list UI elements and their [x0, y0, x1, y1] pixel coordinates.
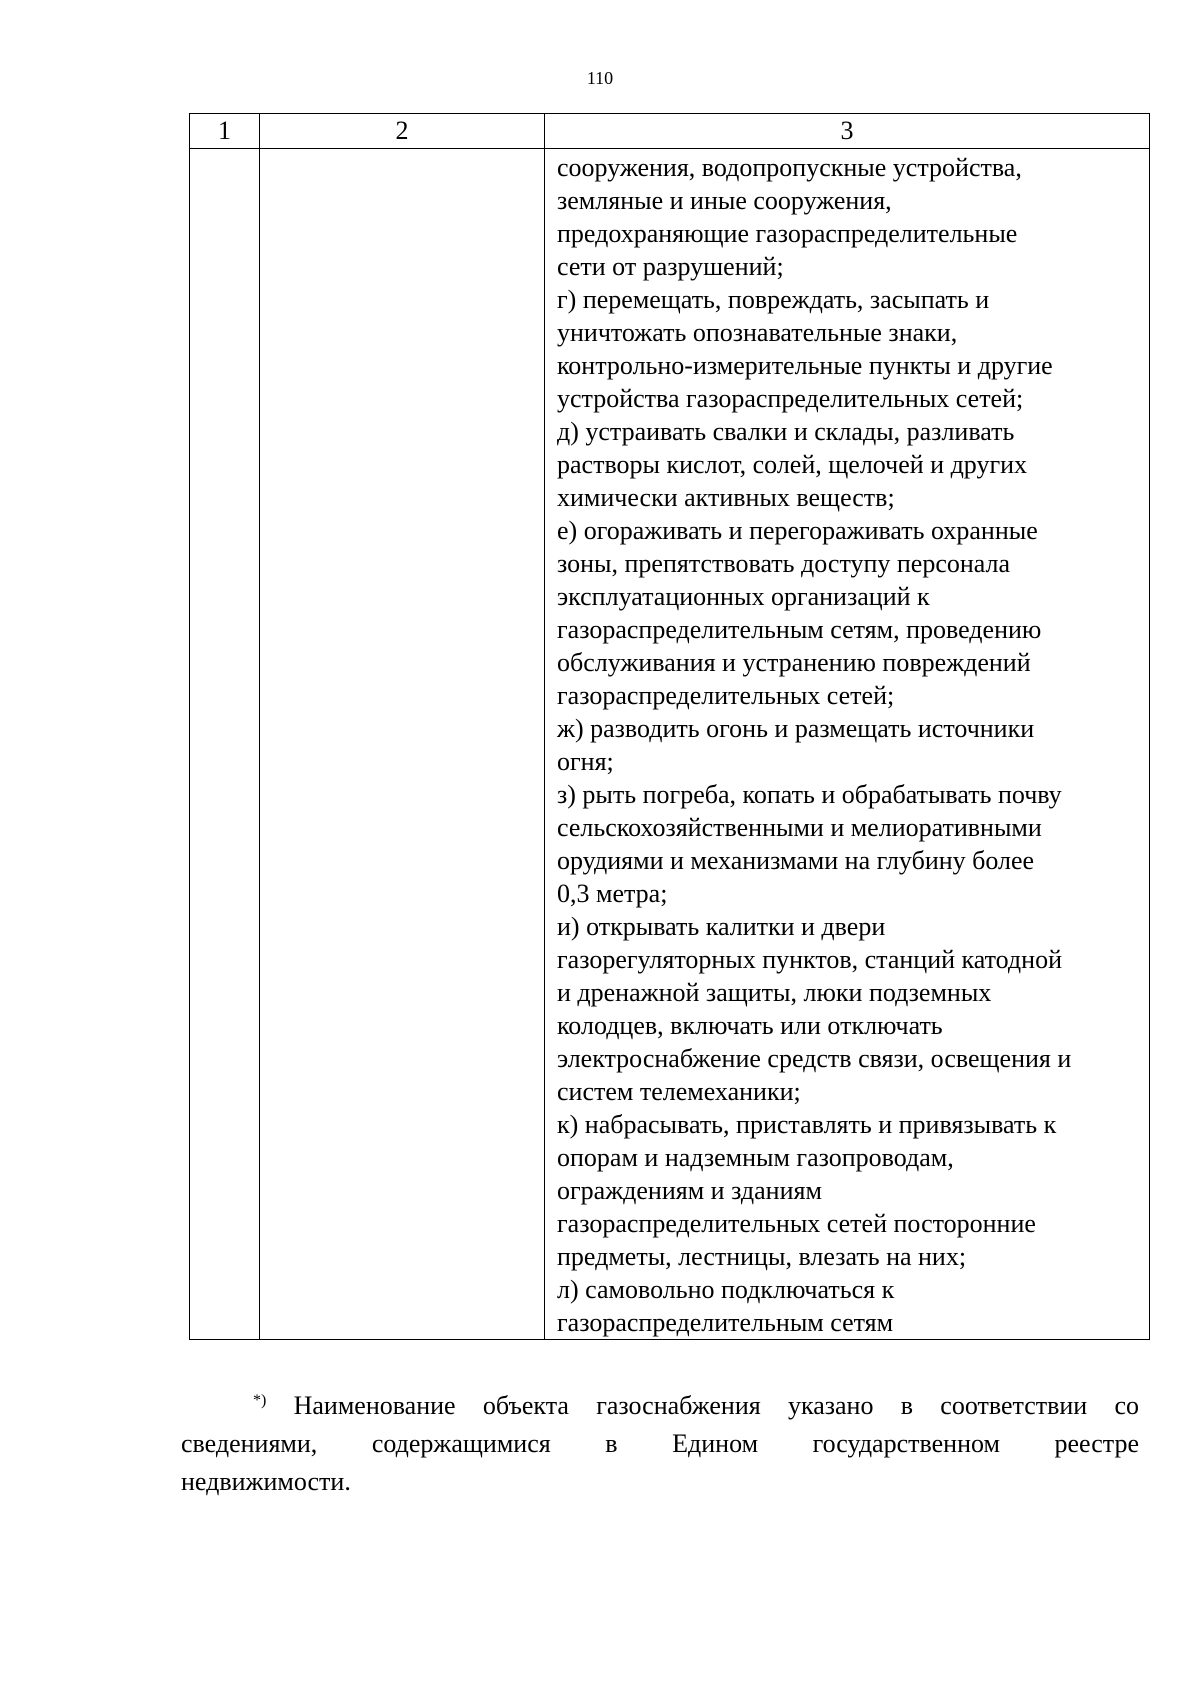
- cell-text-line: газораспределительным сетям, проведению: [557, 615, 1042, 644]
- cell-text-line: предметы, лестницы, влезать на них;: [557, 1242, 967, 1271]
- cell-text-line: и дренажной защиты, люки подземных: [557, 978, 992, 1007]
- footnote: [181, 1382, 1139, 1501]
- table-cell-col3: [545, 149, 1150, 1340]
- cell-text-line: и) открывать калитки и двери: [557, 912, 886, 941]
- cell-text-line: газораспределительных сетей посторонние: [557, 1209, 1036, 1238]
- cell-text-line: д) устраивать свалки и склады, разливать: [557, 417, 1015, 446]
- cell-text-line: растворы кислот, солей, щелочей и других: [557, 450, 1028, 479]
- cell-text-line: л) самовольно подключаться к: [557, 1275, 895, 1304]
- cell-text-line: е) огораживать и перегораживать охранные: [557, 516, 1038, 545]
- cell-text-line: газораспределительным сетям: [557, 1308, 894, 1337]
- footnote-line-2: сведениями, содержащимися в Едином государственном реестре: [181, 1429, 1139, 1458]
- cell-text-line: устройства газораспределительных сетей;: [557, 384, 1024, 413]
- cell-text-line: ж) разводить огонь и размещать источники: [557, 714, 1035, 743]
- footnote-marker: *): [253, 1392, 267, 1409]
- cell-text-line: з) рыть погреба, копать и обрабатывать почву: [557, 780, 1062, 809]
- cell-text-line: сооружения, водопропускные устройства,: [557, 153, 1022, 182]
- cell-text-line: газорегуляторных пунктов, станций катодной: [557, 945, 1062, 974]
- table-row: [190, 149, 1150, 1340]
- cell-text-block: [545, 149, 1149, 1339]
- cell-text-line: систем телемеханики;: [557, 1077, 801, 1106]
- cell-text-line: опорам и надземным газопроводам,: [557, 1143, 954, 1172]
- footnote-text-1: Наименование объекта газоснабжения указано в соответствии со: [293, 1391, 1140, 1420]
- cell-text-line: земляные и иные сооружения,: [557, 186, 892, 215]
- cell-text-line: к) набрасывать, приставлять и привязывать к: [557, 1110, 1057, 1139]
- cell-text-line: огня;: [557, 747, 614, 776]
- table-cell-col2: [260, 149, 545, 1340]
- cell-text-line: предохраняющие газораспределительные: [557, 219, 1018, 248]
- table-header-row: [190, 114, 1150, 149]
- cell-text-line: контрольно-измерительные пункты и другие: [557, 351, 1053, 380]
- document-table: [189, 113, 1150, 1340]
- cell-text-line: обслуживания и устранению повреждений: [557, 648, 1031, 677]
- table-cell-col1: [190, 149, 260, 1340]
- cell-text-line: сети от разрушений;: [557, 252, 784, 281]
- cell-text-line: зоны, препятствовать доступу персонала: [557, 549, 1011, 578]
- column-header-2: 2: [260, 114, 545, 149]
- cell-text-line: сельскохозяйственными и мелиоративными: [557, 813, 1042, 842]
- cell-text-line: уничтожать опознавательные знаки,: [557, 318, 958, 347]
- cell-text-line: орудиями и механизмами на глубину более: [557, 846, 1035, 875]
- footnote-line-1: [181, 1382, 1139, 1425]
- cell-text-line: колодцев, включать или отключать: [557, 1011, 943, 1040]
- cell-text-line: г) перемещать, повреждать, засыпать и: [557, 285, 990, 314]
- cell-text-line: газораспределительных сетей;: [557, 681, 895, 710]
- column-header-1: 1: [190, 114, 260, 149]
- footnote-line-3: недвижимости.: [181, 1467, 351, 1496]
- cell-text-line: ограждениям и зданиям: [557, 1176, 822, 1205]
- column-header-3: 3: [545, 114, 1150, 149]
- cell-text-line: электроснабжение средств связи, освещения и: [557, 1044, 1072, 1073]
- cell-text-line: химически активных веществ;: [557, 483, 895, 512]
- cell-text-line: эксплуатационных организаций к: [557, 582, 930, 611]
- page-number: 110: [586, 68, 614, 88]
- cell-text-line: 0,3 метра;: [557, 879, 668, 908]
